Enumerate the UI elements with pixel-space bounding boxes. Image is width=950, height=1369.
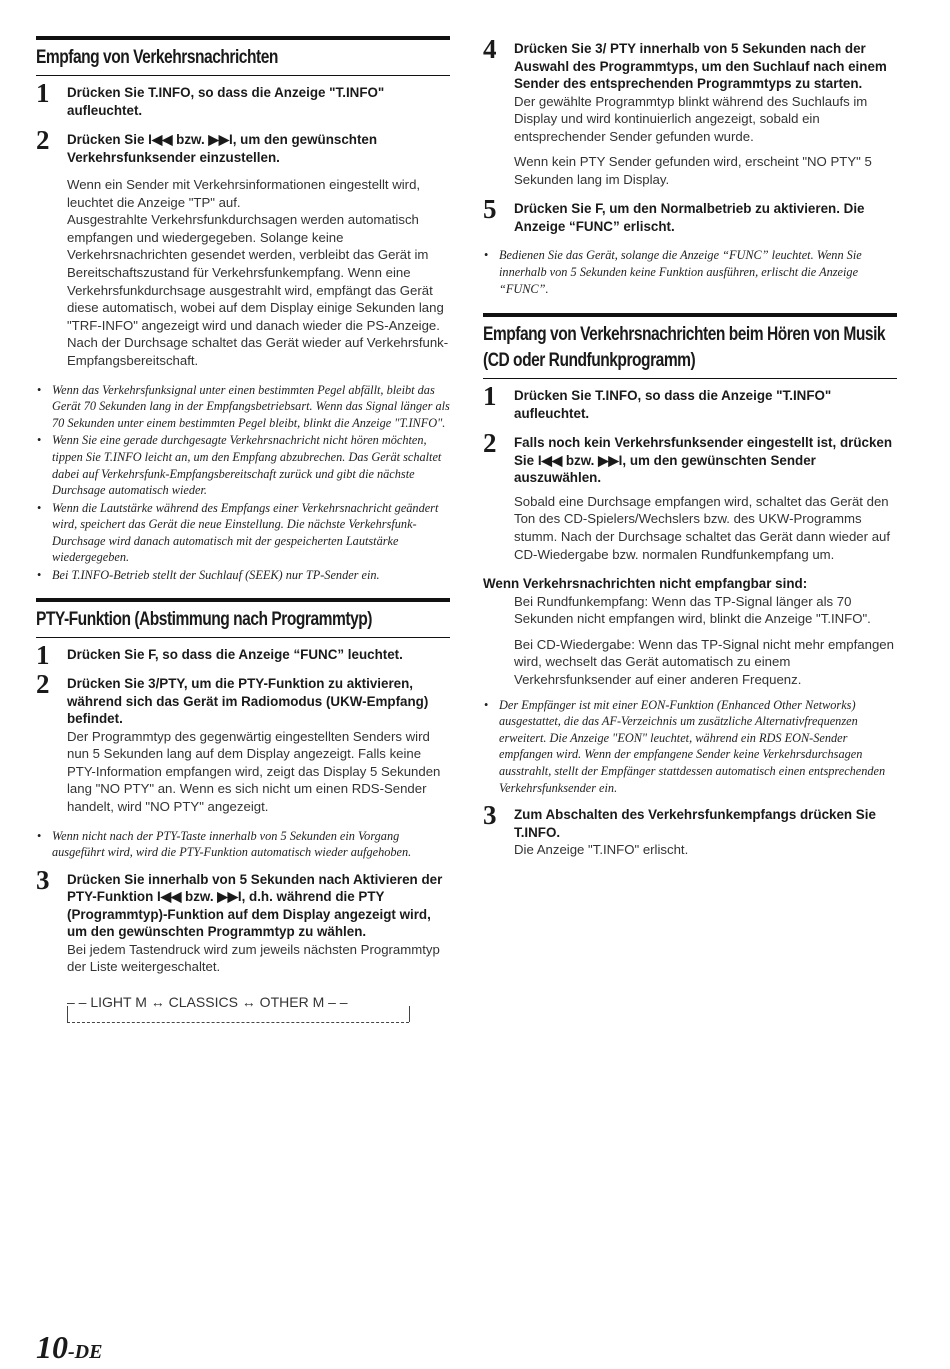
notes-list (483, 697, 897, 797)
cycle-right-bracket (409, 1006, 410, 1022)
step-description: Der Programmtyp des gegenwärtig eingestellten Senders wird nun 5 Sekunden lang auf dem Display angezeigt. Falls keine PTY-Information empfangen wird, zeigt das Display 5 Sekunden lang "NO PTY" an. Wenn es sich nicht um einen RDS-Sender handelt, wird "NO PTY" angezeigt. (67, 728, 441, 815)
section-heading-traffic: Empfang von Verkehrsnachrichten (36, 36, 450, 76)
step-number: 4 (483, 34, 497, 64)
step-1 (36, 639, 450, 670)
step-title: Drücken Sie 3/ PTY innerhalb von 5 Sekunden nach der Auswahl des Programmtyps, um den Suchlauf nach einem Sender des entsprechenden Programmtyps zu starten. (514, 41, 887, 91)
pty-cycle-diagram (67, 994, 412, 1034)
cycle-text: – – LIGHT M ↔ CLASSICS ↔ OTHER M – – (67, 994, 348, 1010)
note-item: • Wenn das Verkehrsfunksignal unter einen bestimmten Pegel abfällt, bleibt das Gerät 70 Sekunden lang in der Empfangsbetriebsart. Wenn das Signal länger als 70 Sekunden unter einem bestimmten Pegel bleibt, blinkt die Anzeige "T.INFO". (36, 382, 450, 432)
step-description (514, 93, 897, 189)
step-description: Sobald eine Durchsage empfangen wird, schaltet das Gerät den Ton des CD-Spielers/Wechslers bzw. des UKW-Programms stumm. Nach der Durchsage schaltet das Gerät dann wieder auf CD-Wiedergabe bzw. normalen Rundfunkempfang um. (514, 493, 891, 562)
step-description: Bei jedem Tastendruck wird zum jeweils nächsten Programmtyp der Liste weitergeschaltet. (67, 941, 440, 975)
left-column (36, 36, 450, 1034)
paragraph: Wenn ein Sender mit Verkehrsinformationen eingestellt wird, leuchtet die Anzeige "TP" auf. (67, 177, 421, 210)
step-3 (483, 800, 897, 859)
condition-list (483, 593, 897, 689)
step-number: 3 (36, 864, 50, 895)
step-title: Zum Abschalten des Verkehrsfunkempfangs drücken Sie T.INFO. (514, 807, 876, 840)
notes-list (36, 828, 450, 861)
step-description (67, 176, 450, 370)
step-title: Drücken Sie T.INFO, so dass die Anzeige "T.INFO" aufleuchtet. (514, 388, 832, 421)
step-2 (36, 125, 450, 370)
cycle-return-line (67, 1022, 409, 1023)
condition-radio: Bei Rundfunkempfang: Wenn das TP-Signal länger als 70 Sekunden nicht empfangen wird, blinkt die Anzeige "T.INFO". (514, 593, 871, 627)
step-number: 1 (36, 78, 50, 108)
paragraph: Wenn kein PTY Sender gefunden wird, erscheint "NO PTY" 5 Sekunden lang im Display. (514, 154, 872, 187)
note-item: • Bei T.INFO-Betrieb stellt der Suchlauf (SEEK) nur TP-Sender ein. (36, 567, 450, 584)
step-2 (483, 428, 897, 563)
step-3 (36, 864, 450, 976)
step-number: 1 (483, 381, 497, 412)
subheading-not-receivable: Wenn Verkehrsnachrichten nicht empfangbar sind: (483, 576, 808, 592)
page-suffix: -DE (68, 1341, 103, 1363)
step-number: 3 (483, 800, 497, 831)
step-1 (36, 78, 450, 119)
section-heading-pty: PTY-Funktion (Abstimmung nach Programmtyp) (36, 598, 450, 638)
step-1 (483, 381, 897, 422)
step-title: Drücken Sie innerhalb von 5 Sekunden nach Aktivieren der PTY-Funktion I◀◀ bzw. ▶▶I, d.h. während die PTY (Programmtyp)-Funktion auf dem Display angezeigt wird, um den gewünschten Programmtyp zu wählen. (67, 871, 443, 940)
paragraph: Der gewählte Programmtyp blinkt während des Suchlaufs im Display und wird kontinuierlich angezeigt, sobald ein entsprechender Sender gefunden wurde. (514, 93, 868, 144)
paragraph: Nach der Durchsage schaltet das Gerät wieder auf Verkehrsfunk-Empfangsbereitschaft. (67, 335, 449, 368)
note-item: • Der Empfänger ist mit einer EON-Funktion (Enhanced Other Networks) ausgestattet, die das AF-Verzeichnis um zusätzliche Alternativfrequenzen erweitert. Die Anzeige "EON" leuchtet, während ein RDS EON-Sender empfangen wird. Wenn der empfangene Sender keine Verkehrsdurchsagen ausstrahlt, stellt der Empfänger stattdessen automatisch einen entsprechenden Verkehrsfunksender ein. (483, 697, 897, 797)
step-title: Drücken Sie T.INFO, so dass die Anzeige "T.INFO" aufleuchtet. (67, 85, 385, 118)
step-title: Drücken Sie 3/PTY, um die PTY-Funktion zu aktivieren, während sich das Gerät im Radiomodus (UKW-Empfang) befindet. (67, 676, 429, 727)
condition-cd: Bei CD-Wiedergabe: Wenn das TP-Signal nicht mehr empfangen wird, wechselt das Gerät automatisch zu einem Verkehrsfunksender auf einer anderen Frequenz. (514, 636, 894, 687)
step-title: Drücken Sie F, um den Normalbetrieb zu aktivieren. Die Anzeige “FUNC” erlischt. (514, 201, 865, 234)
notes-list (36, 382, 450, 584)
step-title: Drücken Sie I◀◀ bzw. ▶▶I, um den gewünschten Verkehrsfunksender einzustellen. (67, 132, 378, 165)
step-2 (36, 669, 450, 815)
page-number: 10-DE (36, 1329, 103, 1365)
paragraph: Ausgestrahlte Verkehrsfunkdurchsagen werden automatisch empfangen und wiedergegeben. Solange keine Verkehrsnachrichten gesendet werden, verbleibt das Gerät im Bereitschaftszustand für Verkehrsfunkempfang. Wenn eine Verkehrsfunkdurchsage ausgestrahlt wird, empfängt das Gerät diese automatisch, wobei auf dem Display einige Sekunden lang "TRF-INFO" angezeigt wird und danach wieder die PS-Anzeige. (67, 212, 444, 333)
right-column (483, 34, 897, 871)
note-item: • Wenn Sie eine gerade durchgesagte Verkehrsnachricht nicht hören möchten, tippen Sie T.INFO leicht an, um den Empfang abzubrechen. Das Gerät schaltet dabei auf Verkehrsfunk-Empfangsbereitschaft zurück und gibt die nächste Durchsage automatisch wieder. (36, 432, 450, 498)
step-description: Die Anzeige "T.INFO" erlischt. (514, 842, 689, 858)
note-item: • Bedienen Sie das Gerät, solange die Anzeige “FUNC” leuchtet. Wenn Sie innerhalb von 5 Sekunden keine Funktion ausführen, erlischt die Anzeige “FUNC”. (483, 247, 897, 297)
step-number: 2 (36, 669, 50, 700)
note-item: • Wenn die Lautstärke während des Empfangs einer Verkehrsnachricht geändert wird, speichert das Gerät die neue Einstellung. Die nächste Verkehrsfunk-Durchsage wird danach automatisch mit der gespeicherten Lautstärke wiedergegeben. (36, 500, 450, 566)
step-number: 5 (483, 194, 497, 225)
section-heading-traffic-music: Empfang von Verkehrsnachrichten beim Hören von Musik (CD oder Rundfunkprogramm) (483, 313, 897, 379)
step-number: 2 (36, 125, 50, 155)
step-number: 2 (483, 428, 497, 459)
step-title: Drücken Sie F, so dass die Anzeige “FUNC” leuchtet. (67, 646, 403, 662)
step-5 (483, 194, 897, 235)
step-title: Falls noch kein Verkehrsfunksender eingestellt ist, drücken Sie I◀◀ bzw. ▶▶I, um den gewünschten Sender auszuwählen. (514, 435, 893, 486)
step-number: 1 (36, 639, 50, 670)
step-4 (483, 34, 897, 188)
notes-list (483, 247, 897, 297)
note-item: • Wenn nicht nach der PTY-Taste innerhalb von 5 Sekunden ein Vorgang ausgeführt wird, wird die PTY-Funktion automatisch wieder aufgehoben. (36, 828, 450, 861)
